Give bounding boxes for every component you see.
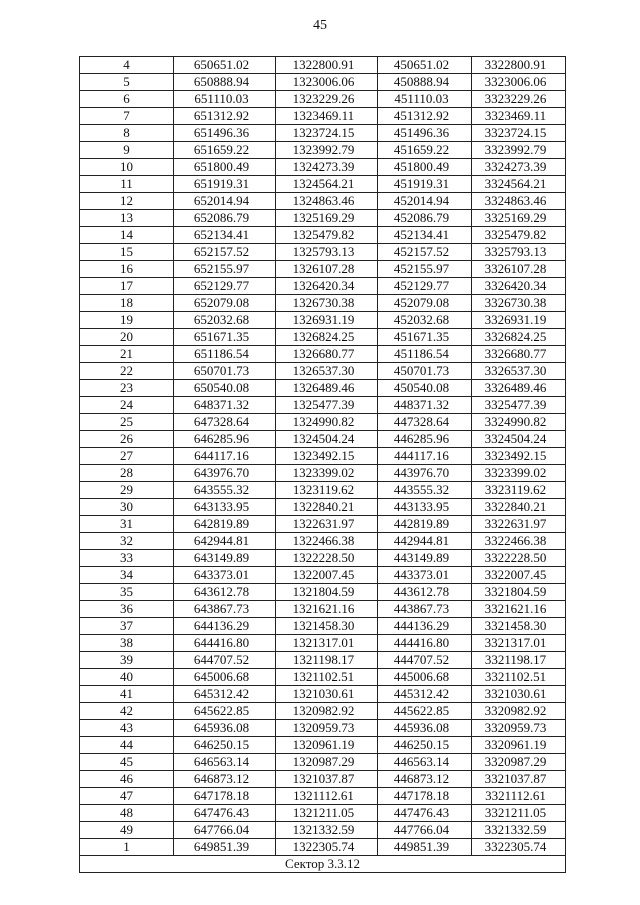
coordinate-cell: 3321621.16 [472,601,566,618]
coordinate-cell: 652155.97 [174,261,276,278]
coordinate-cell: 652086.79 [174,210,276,227]
point-number-cell: 41 [80,686,174,703]
coordinate-cell: 3323992.79 [472,142,566,159]
table-row [80,363,566,380]
coordinate-cell: 1325169.29 [276,210,378,227]
coordinate-cell: 644416.80 [174,635,276,652]
table-row [80,499,566,516]
point-number-cell: 43 [80,720,174,737]
coordinate-cell: 1323469.11 [276,108,378,125]
table-row [80,516,566,533]
point-number-cell: 33 [80,550,174,567]
coordinate-cell: 643867.73 [174,601,276,618]
coordinates-table [79,56,566,873]
table-row [80,601,566,618]
coordinate-cell: 644117.16 [174,448,276,465]
point-number-cell: 40 [80,669,174,686]
coordinate-cell: 647766.04 [174,822,276,839]
coordinate-cell: 3323724.15 [472,125,566,142]
coordinate-cell: 1321030.61 [276,686,378,703]
table-row [80,312,566,329]
coordinate-cell: 643612.78 [174,584,276,601]
coordinate-cell: 3322800.91 [472,57,566,74]
coordinate-cell: 652032.68 [174,312,276,329]
coordinate-cell: 3326420.34 [472,278,566,295]
coordinate-cell: 651110.03 [174,91,276,108]
point-number-cell: 49 [80,822,174,839]
coordinate-cell: 452129.77 [378,278,472,295]
coordinate-cell: 644136.29 [174,618,276,635]
point-number-cell: 4 [80,57,174,74]
coordinate-cell: 446563.14 [378,754,472,771]
coordinate-cell: 650651.02 [174,57,276,74]
table-row [80,669,566,686]
coordinate-cell: 652129.77 [174,278,276,295]
coordinate-cell: 446873.12 [378,771,472,788]
coordinate-cell: 3326680.77 [472,346,566,363]
point-number-cell: 10 [80,159,174,176]
table-row [80,533,566,550]
table-row [80,74,566,91]
coordinate-cell: 651659.22 [174,142,276,159]
coordinate-cell: 448371.32 [378,397,472,414]
coordinate-cell: 3323119.62 [472,482,566,499]
coordinate-cell: 452157.52 [378,244,472,261]
table-row [80,397,566,414]
table-row [80,57,566,74]
coordinate-cell: 643976.70 [174,465,276,482]
coordinate-cell: 1326489.46 [276,380,378,397]
coordinate-cell: 3324863.46 [472,193,566,210]
coordinate-cell: 449851.39 [378,839,472,856]
coordinate-cell: 3321804.59 [472,584,566,601]
coordinate-cell: 451312.92 [378,108,472,125]
point-number-cell: 30 [80,499,174,516]
point-number-cell: 25 [80,414,174,431]
coordinate-cell: 645006.68 [174,669,276,686]
coordinate-cell: 3321211.05 [472,805,566,822]
coordinate-cell: 1321317.01 [276,635,378,652]
coordinate-cell: 652157.52 [174,244,276,261]
table-row [80,618,566,635]
coordinate-cell: 1321037.87 [276,771,378,788]
point-number-cell: 22 [80,363,174,380]
coordinate-cell: 1323399.02 [276,465,378,482]
coordinate-cell: 1321621.16 [276,601,378,618]
coordinate-cell: 444117.16 [378,448,472,465]
coordinate-cell: 452155.97 [378,261,472,278]
point-number-cell: 8 [80,125,174,142]
table-row [80,261,566,278]
coordinate-cell: 445312.42 [378,686,472,703]
coordinate-cell: 647178.18 [174,788,276,805]
coordinate-cell: 452134.41 [378,227,472,244]
point-number-cell: 28 [80,465,174,482]
table-row [80,414,566,431]
coordinate-cell: 1326107.28 [276,261,378,278]
coordinate-cell: 651312.92 [174,108,276,125]
coordinate-cell: 643373.01 [174,567,276,584]
coordinate-cell: 3321198.17 [472,652,566,669]
coordinate-cell: 443976.70 [378,465,472,482]
table-row [80,210,566,227]
coordinate-cell: 450701.73 [378,363,472,380]
coordinate-cell: 1325477.39 [276,397,378,414]
coordinate-cell: 645936.08 [174,720,276,737]
coordinate-cell: 3320982.92 [472,703,566,720]
coordinate-cell: 447178.18 [378,788,472,805]
coordinate-cell: 1321102.51 [276,669,378,686]
table-row [80,295,566,312]
coordinate-cell: 1322305.74 [276,839,378,856]
coordinate-cell: 642944.81 [174,533,276,550]
coordinate-cell: 452079.08 [378,295,472,312]
coordinate-cell: 3323229.26 [472,91,566,108]
table-footer-row [80,856,566,873]
point-number-cell: 42 [80,703,174,720]
point-number-cell: 32 [80,533,174,550]
coordinate-cell: 1324273.39 [276,159,378,176]
coordinate-cell: 450540.08 [378,380,472,397]
coordinate-cell: 3320961.19 [472,737,566,754]
coordinate-cell: 3324564.21 [472,176,566,193]
coordinate-cell: 1325479.82 [276,227,378,244]
point-number-cell: 45 [80,754,174,771]
point-number-cell: 9 [80,142,174,159]
coordinate-cell: 1323992.79 [276,142,378,159]
coordinate-cell: 1326824.25 [276,329,378,346]
coordinate-cell: 3325793.13 [472,244,566,261]
coordinate-cell: 643133.95 [174,499,276,516]
point-number-cell: 20 [80,329,174,346]
coordinate-cell: 443867.73 [378,601,472,618]
table-row [80,771,566,788]
coordinate-cell: 1324504.24 [276,431,378,448]
coordinate-cell: 1322840.21 [276,499,378,516]
table-row [80,227,566,244]
coordinate-cell: 3321102.51 [472,669,566,686]
table-row [80,703,566,720]
coordinate-cell: 646250.15 [174,737,276,754]
coordinate-cell: 3322840.21 [472,499,566,516]
point-number-cell: 19 [80,312,174,329]
coordinate-cell: 651186.54 [174,346,276,363]
point-number-cell: 24 [80,397,174,414]
table-row [80,550,566,567]
coordinate-cell: 1320987.29 [276,754,378,771]
point-number-cell: 31 [80,516,174,533]
coordinate-cell: 450651.02 [378,57,472,74]
coordinate-cell: 642819.89 [174,516,276,533]
coordinate-cell: 452086.79 [378,210,472,227]
coordinate-cell: 1326420.34 [276,278,378,295]
coordinate-cell: 650888.94 [174,74,276,91]
point-number-cell: 34 [80,567,174,584]
coordinate-cell: 446250.15 [378,737,472,754]
coordinate-cell: 3326730.38 [472,295,566,312]
point-number-cell: 16 [80,261,174,278]
coordinate-cell: 1326537.30 [276,363,378,380]
coordinate-cell: 443612.78 [378,584,472,601]
point-number-cell: 48 [80,805,174,822]
coordinate-cell: 3325477.39 [472,397,566,414]
point-number-cell: 37 [80,618,174,635]
point-number-cell: 29 [80,482,174,499]
coordinate-cell: 451110.03 [378,91,472,108]
coordinate-cell: 3326107.28 [472,261,566,278]
table-row [80,686,566,703]
point-number-cell: 6 [80,91,174,108]
point-number-cell: 11 [80,176,174,193]
table-row [80,329,566,346]
coordinate-cell: 1323119.62 [276,482,378,499]
coordinate-cell: 3322305.74 [472,839,566,856]
coordinate-cell: 3326824.25 [472,329,566,346]
coordinate-cell: 1323492.15 [276,448,378,465]
coordinate-cell: 442819.89 [378,516,472,533]
coordinate-cell: 1322228.50 [276,550,378,567]
table-row [80,754,566,771]
coordinate-cell: 3321112.61 [472,788,566,805]
coordinate-cell: 451919.31 [378,176,472,193]
point-number-cell: 36 [80,601,174,618]
coordinate-cell: 1322800.91 [276,57,378,74]
coordinate-cell: 643149.89 [174,550,276,567]
table-row [80,652,566,669]
coordinate-cell: 651919.31 [174,176,276,193]
table-row [80,431,566,448]
table-row [80,346,566,363]
table-row [80,737,566,754]
coordinate-cell: 648371.32 [174,397,276,414]
coordinate-cell: 1324990.82 [276,414,378,431]
coordinate-cell: 451671.35 [378,329,472,346]
coordinate-cell: 1326730.38 [276,295,378,312]
coordinate-cell: 652014.94 [174,193,276,210]
coordinate-cell: 443149.89 [378,550,472,567]
table-row [80,380,566,397]
point-number-cell: 26 [80,431,174,448]
coordinate-cell: 447476.43 [378,805,472,822]
coordinate-cell: 451496.36 [378,125,472,142]
coordinate-cell: 1323724.15 [276,125,378,142]
coordinate-cell: 1325793.13 [276,244,378,261]
coordinate-cell: 3326537.30 [472,363,566,380]
coordinate-cell: 3321030.61 [472,686,566,703]
coordinate-cell: 446285.96 [378,431,472,448]
point-number-cell: 5 [80,74,174,91]
coordinate-cell: 3324273.39 [472,159,566,176]
coordinate-cell: 1320959.73 [276,720,378,737]
table-row [80,176,566,193]
coordinate-cell: 1322007.45 [276,567,378,584]
table-row [80,788,566,805]
point-number-cell: 38 [80,635,174,652]
coordinate-cell: 1323006.06 [276,74,378,91]
coordinate-cell: 1321332.59 [276,822,378,839]
coordinate-cell: 3326931.19 [472,312,566,329]
coordinate-cell: 3325479.82 [472,227,566,244]
coordinate-cell: 645312.42 [174,686,276,703]
table-row [80,635,566,652]
coordinate-cell: 444136.29 [378,618,472,635]
coordinate-cell: 1323229.26 [276,91,378,108]
coordinate-cell: 451186.54 [378,346,472,363]
coordinate-cell: 3322631.97 [472,516,566,533]
point-number-cell: 47 [80,788,174,805]
table-row [80,125,566,142]
point-number-cell: 35 [80,584,174,601]
table-row [80,567,566,584]
coordinate-cell: 643555.32 [174,482,276,499]
coordinate-cell: 3322007.45 [472,567,566,584]
coordinate-cell: 447328.64 [378,414,472,431]
point-number-cell: 27 [80,448,174,465]
coordinate-cell: 1321211.05 [276,805,378,822]
coordinate-cell: 3321458.30 [472,618,566,635]
coordinate-cell: 451800.49 [378,159,472,176]
point-number-cell: 13 [80,210,174,227]
point-number-cell: 39 [80,652,174,669]
coordinate-cell: 3321317.01 [472,635,566,652]
point-number-cell: 15 [80,244,174,261]
table-row [80,482,566,499]
coordinate-cell: 1324564.21 [276,176,378,193]
table-row [80,448,566,465]
coordinate-cell: 650540.08 [174,380,276,397]
coordinate-cell: 451659.22 [378,142,472,159]
table-row [80,839,566,856]
coordinate-cell: 3321037.87 [472,771,566,788]
coordinate-cell: 3322228.50 [472,550,566,567]
coordinate-cell: 647476.43 [174,805,276,822]
table-row [80,465,566,482]
coordinate-cell: 1320982.92 [276,703,378,720]
coordinate-cell: 652079.08 [174,295,276,312]
point-number-cell: 18 [80,295,174,312]
coordinate-cell: 646285.96 [174,431,276,448]
coordinate-cell: 646563.14 [174,754,276,771]
coordinate-cell: 1320961.19 [276,737,378,754]
coordinate-cell: 646873.12 [174,771,276,788]
table-row [80,244,566,261]
point-number-cell: 12 [80,193,174,210]
coordinate-cell: 1321198.17 [276,652,378,669]
coordinate-cell: 3323492.15 [472,448,566,465]
coordinate-cell: 445006.68 [378,669,472,686]
page-number: 45 [313,18,327,33]
coordinate-cell: 3322466.38 [472,533,566,550]
coordinate-cell: 442944.81 [378,533,472,550]
coordinate-cell: 1321804.59 [276,584,378,601]
coordinates-table-body [80,57,566,873]
coordinate-cell: 651671.35 [174,329,276,346]
coordinate-cell: 650701.73 [174,363,276,380]
point-number-cell: 21 [80,346,174,363]
coordinate-cell: 1326680.77 [276,346,378,363]
point-number-cell: 7 [80,108,174,125]
coordinate-cell: 3323006.06 [472,74,566,91]
coordinate-cell: 3326489.46 [472,380,566,397]
coordinate-cell: 647328.64 [174,414,276,431]
coordinate-cell: 452014.94 [378,193,472,210]
point-number-cell: 44 [80,737,174,754]
table-row [80,822,566,839]
coordinate-cell: 649851.39 [174,839,276,856]
coordinate-cell: 450888.94 [378,74,472,91]
coordinate-cell: 445622.85 [378,703,472,720]
coordinate-cell: 3324504.24 [472,431,566,448]
coordinate-cell: 447766.04 [378,822,472,839]
coordinate-cell: 444416.80 [378,635,472,652]
coordinate-cell: 443555.32 [378,482,472,499]
coordinate-cell: 3323469.11 [472,108,566,125]
point-number-cell: 14 [80,227,174,244]
table-row [80,805,566,822]
coordinate-cell: 3320959.73 [472,720,566,737]
coordinate-cell: 3324990.82 [472,414,566,431]
coordinate-cell: 3323399.02 [472,465,566,482]
coordinate-cell: 452032.68 [378,312,472,329]
coordinate-cell: 1321112.61 [276,788,378,805]
coordinate-cell: 3325169.29 [472,210,566,227]
table-row [80,159,566,176]
coordinate-cell: 443133.95 [378,499,472,516]
coordinate-cell: 3321332.59 [472,822,566,839]
coordinate-cell: 443373.01 [378,567,472,584]
table-row [80,193,566,210]
point-number-cell: 1 [80,839,174,856]
coordinate-cell: 644707.52 [174,652,276,669]
table-row [80,108,566,125]
point-number-cell: 23 [80,380,174,397]
table-row [80,584,566,601]
coordinate-cell: 1321458.30 [276,618,378,635]
coordinate-cell: 1322631.97 [276,516,378,533]
sector-label: Сектор 3.3.12 [80,856,566,873]
table-row [80,278,566,295]
coordinate-cell: 3320987.29 [472,754,566,771]
coordinate-cell: 444707.52 [378,652,472,669]
coordinate-cell: 645622.85 [174,703,276,720]
coordinate-cell: 651496.36 [174,125,276,142]
coordinate-cell: 652134.41 [174,227,276,244]
coordinate-cell: 1324863.46 [276,193,378,210]
table-row [80,142,566,159]
table-row [80,91,566,108]
point-number-cell: 46 [80,771,174,788]
point-number-cell: 17 [80,278,174,295]
coordinate-cell: 651800.49 [174,159,276,176]
coordinate-cell: 1322466.38 [276,533,378,550]
table-row [80,720,566,737]
coordinate-cell: 1326931.19 [276,312,378,329]
coordinate-cell: 445936.08 [378,720,472,737]
